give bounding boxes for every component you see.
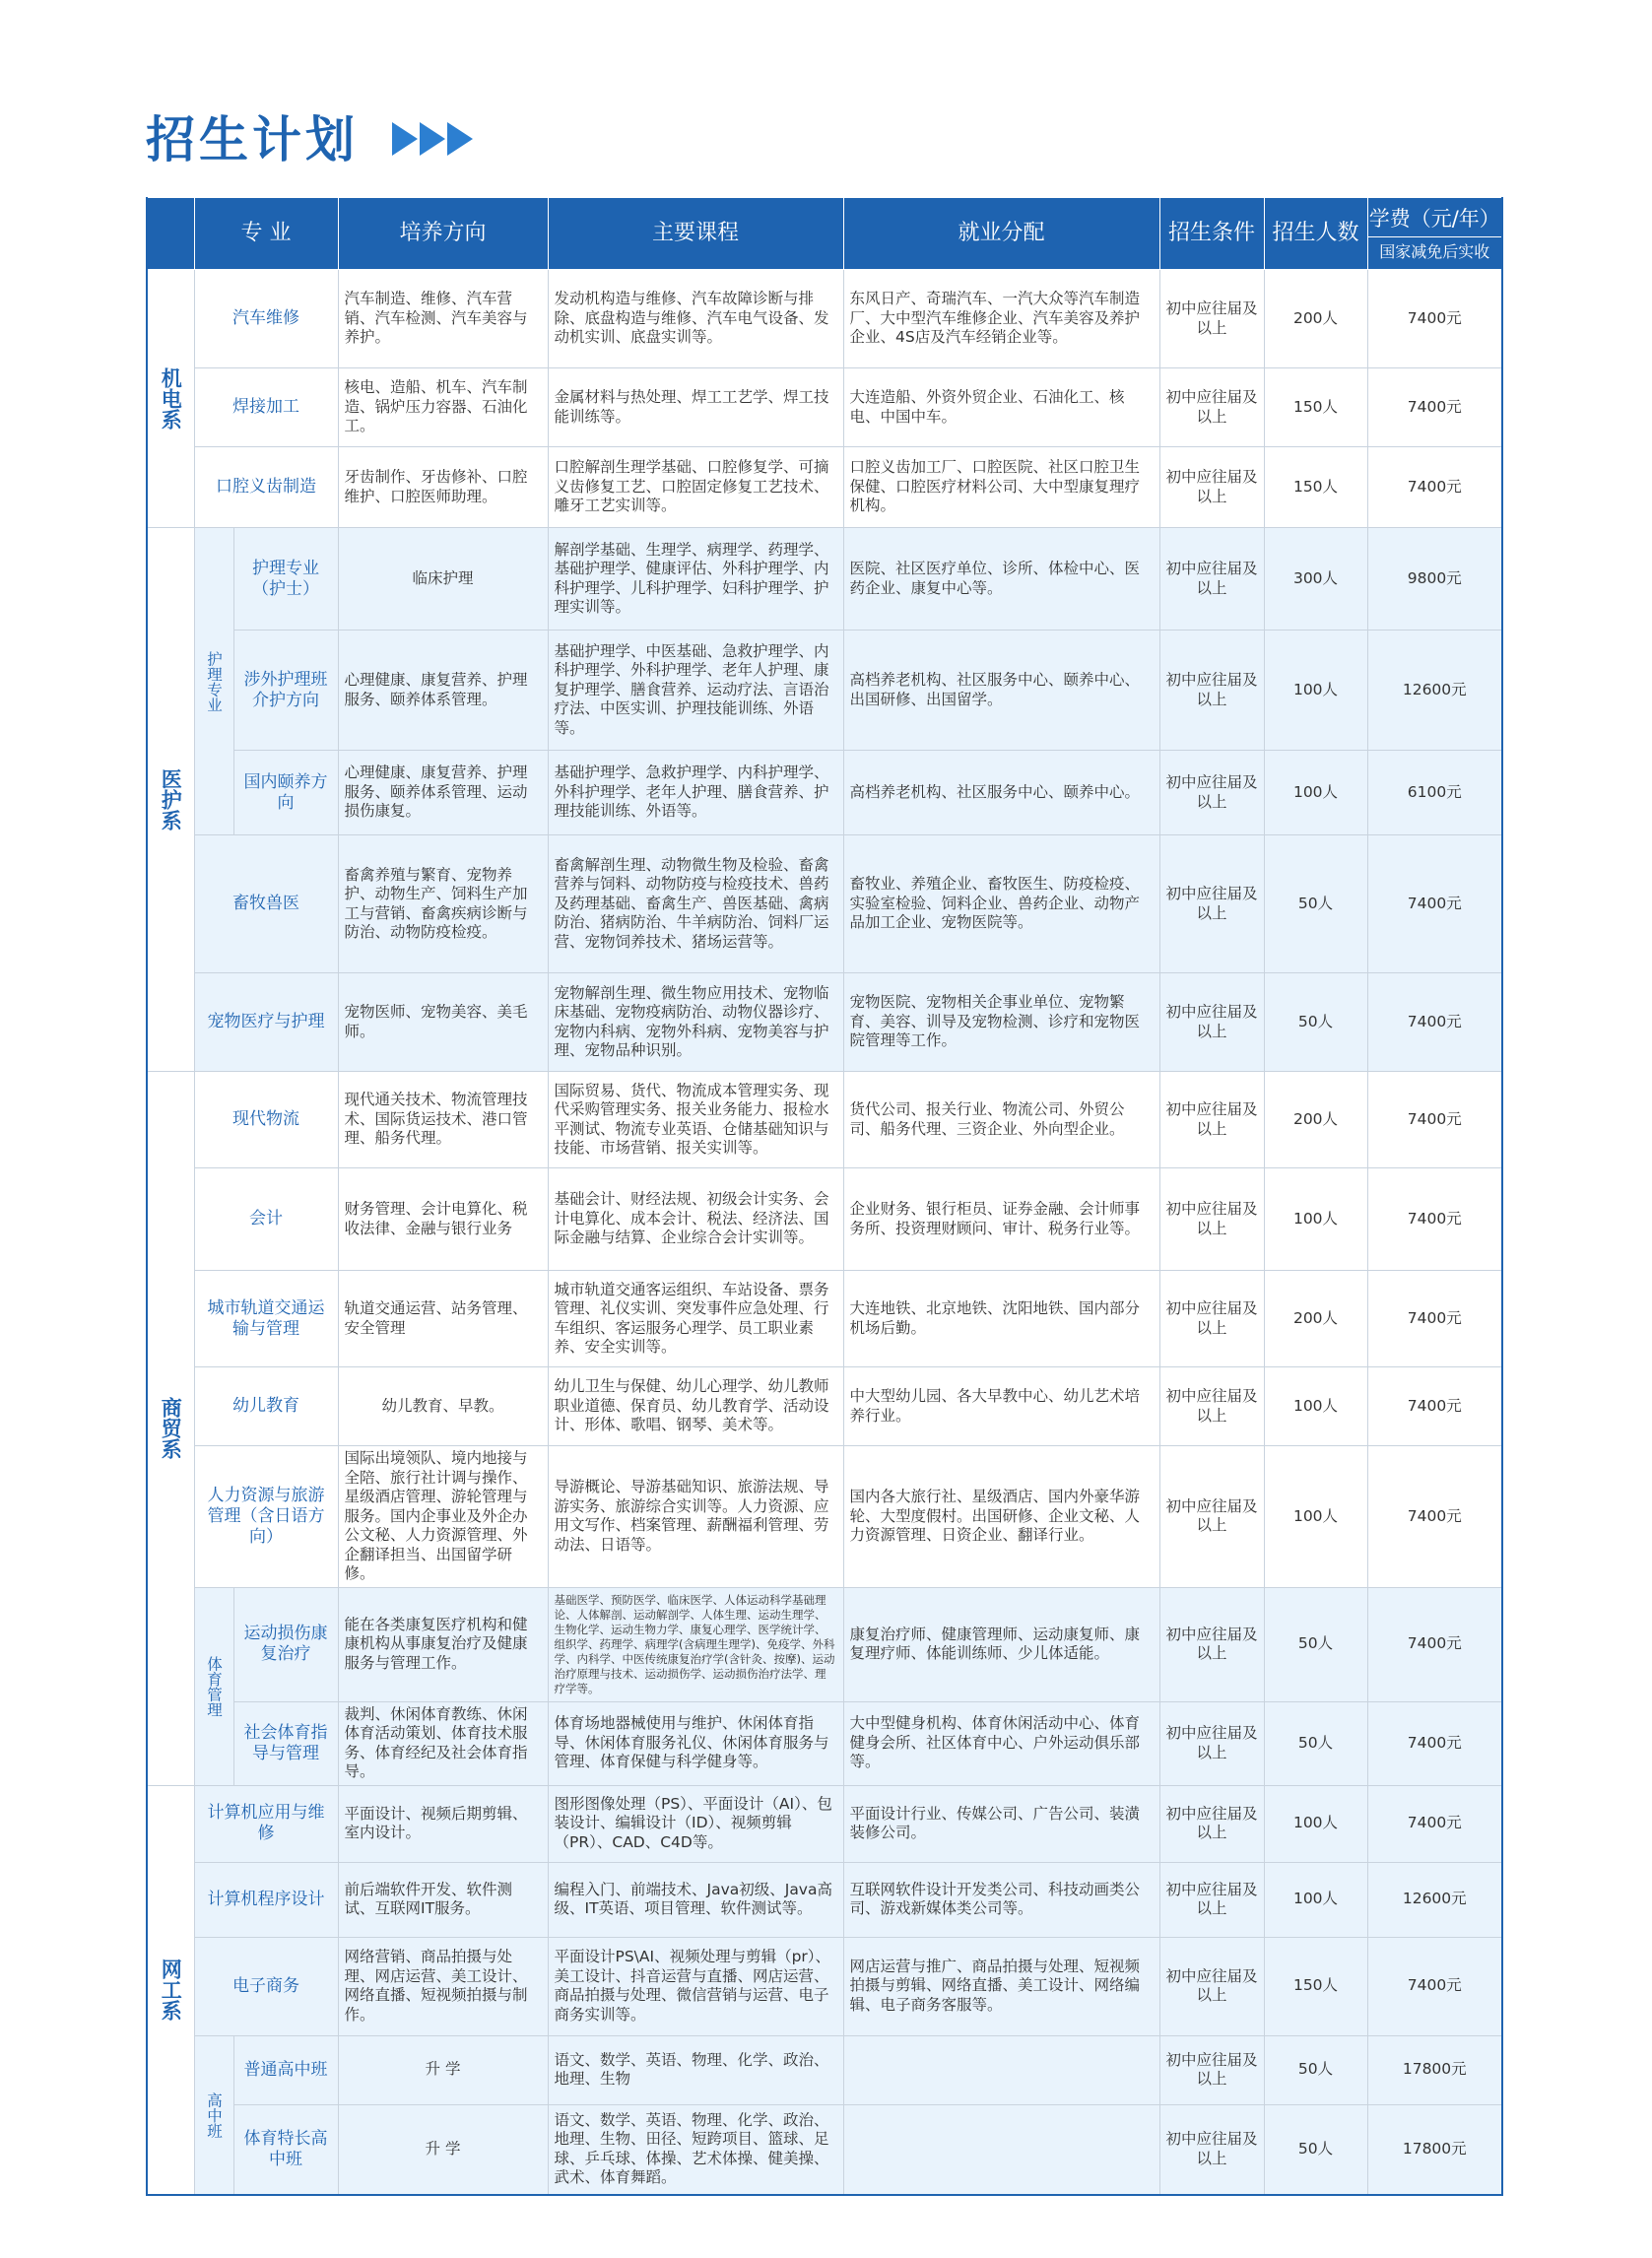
condition-cell: 初中应往届及以上 <box>1159 1587 1264 1701</box>
header-jobs: 就业分配 <box>843 198 1159 270</box>
major-cell: 幼儿教育 <box>194 1367 338 1446</box>
header-major: 专 业 <box>194 198 338 270</box>
courses-cell: 语文、数学、英语、物理、化学、政治、地理、生物 <box>548 2035 843 2104</box>
jobs-cell <box>843 2104 1159 2195</box>
count-cell: 50人 <box>1264 1701 1367 1785</box>
condition-cell: 初中应往届及以上 <box>1159 835 1264 973</box>
direction-cell: 升 学 <box>338 2035 548 2104</box>
courses-cell: 金属材料与热处理、焊工工艺学、焊工技能训练等。 <box>548 368 843 447</box>
direction-cell: 轨道交通运营、站务管理、安全管理 <box>338 1271 548 1367</box>
courses-cell: 畜禽解剖生理、动物微生物及检验、畜禽营养与饲料、动物防疫与检疫技术、兽药及药理基础、畜禽生产、兽医基础、禽病防治、猪病防治、牛羊病防治、饲料厂运营、宠物饲养技术、猪场运营等。 <box>548 835 843 973</box>
fee-cell: 12600元 <box>1367 1862 1502 1937</box>
table-row <box>147 1785 1502 1862</box>
fee-cell: 7400元 <box>1367 1367 1502 1446</box>
fee-cell: 7400元 <box>1367 1072 1502 1168</box>
arrows-decoration <box>392 122 475 156</box>
major-cell: 计算机应用与维修 <box>194 1785 338 1862</box>
direction-cell: 能在各类康复医疗机构和健康机构从事康复治疗及健康服务与管理工作。 <box>338 1587 548 1701</box>
courses-cell: 城市轨道交通客运组织、车站设备、票务管理、礼仪实训、突发事件应急处理、行车组织、客运服务心理学、员工职业素养、安全实训等。 <box>548 1271 843 1367</box>
fee-cell: 6100元 <box>1367 751 1502 835</box>
table-row <box>147 973 1502 1072</box>
major-cell: 涉外护理班介护方向 <box>233 631 338 751</box>
direction-cell: 裁判、休闲体育教练、休闲体育活动策划、体育技术服务、体育经纪及社会体育指导。 <box>338 1701 548 1785</box>
major-cell: 护理专业（护士） <box>233 528 338 631</box>
page-title: 招生计划 <box>146 111 359 168</box>
direction-cell: 心理健康、康复营养、护理服务、颐养体系管理、运动损伤康复。 <box>338 751 548 835</box>
subgroup-tiyu: 体育管理 <box>194 1587 233 1785</box>
count-cell: 100人 <box>1264 631 1367 751</box>
condition-cell: 初中应往届及以上 <box>1159 447 1264 528</box>
direction-cell: 平面设计、视频后期剪辑、室内设计。 <box>338 1785 548 1862</box>
direction-cell: 畜禽养殖与繁育、宠物养护、动物生产、饲料生产加工与营销、畜禽疾病诊断与防治、动物防疫检疫。 <box>338 835 548 973</box>
condition-cell: 初中应往届及以上 <box>1159 1701 1264 1785</box>
count-cell: 50人 <box>1264 2104 1367 2195</box>
direction-cell: 现代通关技术、物流管理技术、国际货运技术、港口管理、船务代理。 <box>338 1072 548 1168</box>
direction-cell: 核电、造船、机车、汽车制造、锅炉压力容器、石油化工。 <box>338 368 548 447</box>
table-row <box>147 528 1502 631</box>
count-cell: 200人 <box>1264 270 1367 368</box>
courses-cell: 基础护理学、中医基础、急救护理学、内科护理学、外科护理学、老年人护理、康复护理学、膳食营养、运动疗法、言语治疗法、中医实训、护理技能训练、外语等。 <box>548 631 843 751</box>
major-cell: 运动损伤康复治疗 <box>233 1587 338 1701</box>
count-cell: 100人 <box>1264 751 1367 835</box>
header-count: 招生人数 <box>1264 198 1367 270</box>
fee-cell: 7400元 <box>1367 368 1502 447</box>
courses-cell: 国际贸易、货代、物流成本管理实务、现代采购管理实务、报关业务能力、报检水平测试、物流专业英语、仓储基础知识与技能、市场营销、报关实训等。 <box>548 1072 843 1168</box>
table-row <box>147 447 1502 528</box>
courses-cell: 语文、数学、英语、物理、化学、政治、地理、生物、田径、短跨项目、篮球、足球、乒乓球、体操、艺术体操、健美操、武术、体育舞蹈。 <box>548 2104 843 2195</box>
direction-cell: 心理健康、康复营养、护理服务、颐养体系管理。 <box>338 631 548 751</box>
subgroup-gaozhong: 高中班 <box>194 2035 233 2195</box>
header-courses: 主要课程 <box>548 198 843 270</box>
condition-cell: 初中应往届及以上 <box>1159 751 1264 835</box>
fee-cell: 9800元 <box>1367 528 1502 631</box>
subgroup-huli: 护理专业 <box>194 528 233 835</box>
table-row <box>147 1862 1502 1937</box>
table-row <box>147 1271 1502 1367</box>
courses-cell: 宠物解剖生理、微生物应用技术、宠物临床基础、宠物疫病防治、动物仪器诊疗、宠物内科病、宠物外科病、宠物美容与护理、宠物品种识别。 <box>548 973 843 1072</box>
jobs-cell: 平面设计行业、传媒公司、广告公司、装潢装修公司。 <box>843 1785 1159 1862</box>
count-cell: 200人 <box>1264 1271 1367 1367</box>
fee-cell: 7400元 <box>1367 835 1502 973</box>
direction-cell: 国际出境领队、境内地接与全陪、旅行社计调与操作、星级酒店管理、游轮管理与服务。国内企事业及外企办公文秘、人力资源管理、外企翻译担当、出国留学研修。 <box>338 1446 548 1588</box>
condition-cell: 初中应往届及以上 <box>1159 1446 1264 1588</box>
header-direction: 培养方向 <box>338 198 548 270</box>
dept-yihu: 医护系 <box>147 528 194 1072</box>
jobs-cell: 中大型幼儿园、各大早教中心、幼儿艺术培养行业。 <box>843 1367 1159 1446</box>
jobs-cell: 东风日产、奇瑞汽车、一汽大众等汽车制造厂、大中型汽车维修企业、汽车美容及养护企业、4S店及汽车经销企业等。 <box>843 270 1159 368</box>
jobs-cell: 货代公司、报关行业、物流公司、外贸公司、船务代理、三资企业、外向型企业。 <box>843 1072 1159 1168</box>
direction-cell: 牙齿制作、牙齿修补、口腔维护、口腔医师助理。 <box>338 447 548 528</box>
direction-cell: 临床护理 <box>338 528 548 631</box>
table-row <box>147 368 1502 447</box>
table-row <box>147 1446 1502 1588</box>
condition-cell: 初中应往届及以上 <box>1159 1785 1264 1862</box>
major-cell: 焊接加工 <box>194 368 338 447</box>
enrollment-table <box>146 197 1503 2196</box>
fee-cell: 7400元 <box>1367 270 1502 368</box>
table-row <box>147 751 1502 835</box>
table-header <box>147 198 1502 270</box>
direction-cell: 汽车制造、维修、汽车营销、汽车检测、汽车美容与养护。 <box>338 270 548 368</box>
courses-cell: 幼儿卫生与保健、幼儿心理学、幼儿教师职业道德、保育员、幼儿教育学、活动设计、形体、歌唱、钢琴、美术等。 <box>548 1367 843 1446</box>
jobs-cell: 宠物医院、宠物相关企事业单位、宠物繁育、美容、训导及宠物检测、诊疗和宠物医院管理等工作。 <box>843 973 1159 1072</box>
header-condition: 招生条件 <box>1159 198 1264 270</box>
courses-cell: 口腔解剖生理学基础、口腔修复学、可摘义齿修复工艺、口腔固定修复工艺技术、雕牙工艺实训等。 <box>548 447 843 528</box>
direction-cell: 前后端软件开发、软件测试、互联网IT服务。 <box>338 1862 548 1937</box>
courses-cell: 基础护理学、急救护理学、内科护理学、外科护理学、老年人护理、膳食营养、护理技能训练、外语等。 <box>548 751 843 835</box>
condition-cell: 初中应往届及以上 <box>1159 1072 1264 1168</box>
dept-wanggong: 网工系 <box>147 1785 194 2195</box>
major-cell: 畜牧兽医 <box>194 835 338 973</box>
count-cell: 50人 <box>1264 835 1367 973</box>
courses-cell: 导游概论、导游基础知识、旅游法规、导游实务、旅游综合实训等。人力资源、应用文写作、档案管理、薪酬福利管理、劳动法、日语等。 <box>548 1446 843 1588</box>
count-cell: 150人 <box>1264 447 1367 528</box>
fee-cell: 7400元 <box>1367 1446 1502 1588</box>
direction-cell: 升 学 <box>338 2104 548 2195</box>
condition-cell: 初中应往届及以上 <box>1159 270 1264 368</box>
jobs-cell: 康复治疗师、健康管理师、运动康复师、康复理疗师、体能训练师、少儿体适能。 <box>843 1587 1159 1701</box>
table-row <box>147 1072 1502 1168</box>
condition-cell: 初中应往届及以上 <box>1159 1862 1264 1937</box>
count-cell: 100人 <box>1264 1785 1367 1862</box>
direction-cell: 宠物医师、宠物美容、美毛师。 <box>338 973 548 1072</box>
jobs-cell: 国内各大旅行社、星级酒店、国内外豪华游轮、大型度假村。出国研修、企业文秘、人力资源管理、日资企业、翻译行业。 <box>843 1446 1159 1588</box>
condition-cell: 初中应往届及以上 <box>1159 631 1264 751</box>
direction-cell: 财务管理、会计电算化、税收法律、金融与银行业务 <box>338 1168 548 1271</box>
table-row <box>147 2104 1502 2195</box>
major-cell: 人力资源与旅游管理（含日语方向） <box>194 1446 338 1588</box>
jobs-cell: 畜牧业、养殖企业、畜牧医生、防疫检疫、实验室检验、饲料企业、兽药企业、动物产品加工企业、宠物医院等。 <box>843 835 1159 973</box>
courses-cell: 解剖学基础、生理学、病理学、药理学、基础护理学、健康评估、外科护理学、内科护理学、儿科护理学、妇科护理学、护理实训等。 <box>548 528 843 631</box>
condition-cell: 初中应往届及以上 <box>1159 1271 1264 1367</box>
header-fee <box>1367 198 1502 270</box>
fee-cell: 7400元 <box>1367 1785 1502 1862</box>
table-row <box>147 1587 1502 1701</box>
count-cell: 200人 <box>1264 1072 1367 1168</box>
major-cell: 电子商务 <box>194 1937 338 2035</box>
jobs-cell: 大中型健身机构、体育休闲活动中心、体育健身会所、社区体育中心、户外运动俱乐部等。 <box>843 1701 1159 1785</box>
jobs-cell: 高档养老机构、社区服务中心、颐养中心。 <box>843 751 1159 835</box>
courses-cell: 发动机构造与维修、汽车故障诊断与排除、底盘构造与维修、汽车电气设备、发动机实训、底盘实训等。 <box>548 270 843 368</box>
courses-cell: 基础医学、预防医学、临床医学、人体运动科学基础理论、人体解剖、运动解剖学、人体生理、运动生理学、生物化学、运动生物力学、康复心理学、医学统计学、组织学、药理学、病理学(含病理生理学)、免疫学、外科学、内科学、中医传统康复治疗学(含针灸、按摩)、运动治疗原理与技术、运动损伤学、运动损伤治疗法学、理疗学等。 <box>548 1587 843 1701</box>
table-row <box>147 1937 1502 2035</box>
count-cell: 50人 <box>1264 1587 1367 1701</box>
count-cell: 50人 <box>1264 973 1367 1072</box>
major-cell: 会计 <box>194 1168 338 1271</box>
direction-cell: 网络营销、商品拍摄与处理、网店运营、美工设计、网络直播、短视频拍摄与制作。 <box>338 1937 548 2035</box>
jobs-cell: 大连造船、外资外贸企业、石油化工、核电、中国中车。 <box>843 368 1159 447</box>
major-cell: 计算机程序设计 <box>194 1862 338 1937</box>
header-fee-label: 学费（元/年） <box>1368 201 1502 237</box>
jobs-cell: 企业财务、银行柜员、证券金融、会计师事务所、投资理财顾问、审计、税务行业等。 <box>843 1168 1159 1271</box>
fee-cell: 7400元 <box>1367 1701 1502 1785</box>
fee-cell: 7400元 <box>1367 1168 1502 1271</box>
major-cell: 口腔义齿制造 <box>194 447 338 528</box>
fee-cell: 7400元 <box>1367 1271 1502 1367</box>
count-cell: 50人 <box>1264 2035 1367 2104</box>
condition-cell: 初中应往届及以上 <box>1159 2035 1264 2104</box>
fee-cell: 7400元 <box>1367 1937 1502 2035</box>
condition-cell: 初中应往届及以上 <box>1159 1937 1264 2035</box>
condition-cell: 初中应往届及以上 <box>1159 528 1264 631</box>
dept-shangmao: 商贸系 <box>147 1072 194 1786</box>
table-row <box>147 270 1502 368</box>
condition-cell: 初中应往届及以上 <box>1159 2104 1264 2195</box>
courses-cell: 图形图像处理（PS）、平面设计（AI）、包装设计、编辑设计（ID）、视频剪辑（PR）、CAD、C4D等。 <box>548 1785 843 1862</box>
major-cell: 城市轨道交通运输与管理 <box>194 1271 338 1367</box>
table-row <box>147 2035 1502 2104</box>
major-cell: 社会体育指导与管理 <box>233 1701 338 1785</box>
jobs-cell: 互联网软件设计开发类公司、科技动画类公司、游戏新媒体类公司等。 <box>843 1862 1159 1937</box>
fee-cell: 17800元 <box>1367 2104 1502 2195</box>
dept-jidian: 机电系 <box>147 270 194 528</box>
major-cell: 国内颐养方向 <box>233 751 338 835</box>
courses-cell: 基础会计、财经法规、初级会计实务、会计电算化、成本会计、税法、经济法、国际金融与结算、企业综合会计实训等。 <box>548 1168 843 1271</box>
courses-cell: 体育场地器械使用与维护、休闲体育指导、休闲体育服务礼仪、休闲体育服务与管理、体育保健与科学健身等。 <box>548 1701 843 1785</box>
major-cell: 普通高中班 <box>233 2035 338 2104</box>
count-cell: 100人 <box>1264 1862 1367 1937</box>
jobs-cell: 网店运营与推广、商品拍摄与处理、短视频拍摄与剪辑、网络直播、美工设计、网络编辑、电子商务客服等。 <box>843 1937 1159 2035</box>
major-cell: 现代物流 <box>194 1072 338 1168</box>
jobs-cell <box>843 2035 1159 2104</box>
jobs-cell: 高档养老机构、社区服务中心、颐养中心、出国研修、出国留学。 <box>843 631 1159 751</box>
fee-cell: 7400元 <box>1367 1587 1502 1701</box>
fee-cell: 17800元 <box>1367 2035 1502 2104</box>
condition-cell: 初中应往届及以上 <box>1159 1367 1264 1446</box>
count-cell: 150人 <box>1264 368 1367 447</box>
fee-cell: 7400元 <box>1367 973 1502 1072</box>
count-cell: 100人 <box>1264 1446 1367 1588</box>
count-cell: 300人 <box>1264 528 1367 631</box>
table-row <box>147 1168 1502 1271</box>
header-fee-note: 国家减免后实收 <box>1379 241 1490 261</box>
count-cell: 100人 <box>1264 1168 1367 1271</box>
condition-cell: 初中应往届及以上 <box>1159 1168 1264 1271</box>
table-row <box>147 835 1502 973</box>
major-cell: 体育特长高中班 <box>233 2104 338 2195</box>
major-cell: 宠物医疗与护理 <box>194 973 338 1072</box>
count-cell: 150人 <box>1264 1937 1367 2035</box>
courses-cell: 编程入门、前端技术、Java初级、Java高级、IT英语、项目管理、软件测试等。 <box>548 1862 843 1937</box>
table-row <box>147 1367 1502 1446</box>
fee-cell: 7400元 <box>1367 447 1502 528</box>
table-row <box>147 631 1502 751</box>
count-cell: 100人 <box>1264 1367 1367 1446</box>
jobs-cell: 口腔义齿加工厂、口腔医院、社区口腔卫生保健、口腔医疗材料公司、大中型康复理疗机构。 <box>843 447 1159 528</box>
jobs-cell: 大连地铁、北京地铁、沈阳地铁、国内部分机场后勤。 <box>843 1271 1159 1367</box>
condition-cell: 初中应往届及以上 <box>1159 973 1264 1072</box>
major-cell: 汽车维修 <box>194 270 338 368</box>
courses-cell: 平面设计PS\AI、视频处理与剪辑（pr）、美工设计、抖音运营与直播、网店运营、商品拍摄与处理、微信营销与运营、电子商务实训等。 <box>548 1937 843 2035</box>
fee-cell: 12600元 <box>1367 631 1502 751</box>
direction-cell: 幼儿教育、早教。 <box>338 1367 548 1446</box>
table-row <box>147 1701 1502 1785</box>
condition-cell: 初中应往届及以上 <box>1159 368 1264 447</box>
jobs-cell: 医院、社区医疗单位、诊所、体检中心、医药企业、康复中心等。 <box>843 528 1159 631</box>
